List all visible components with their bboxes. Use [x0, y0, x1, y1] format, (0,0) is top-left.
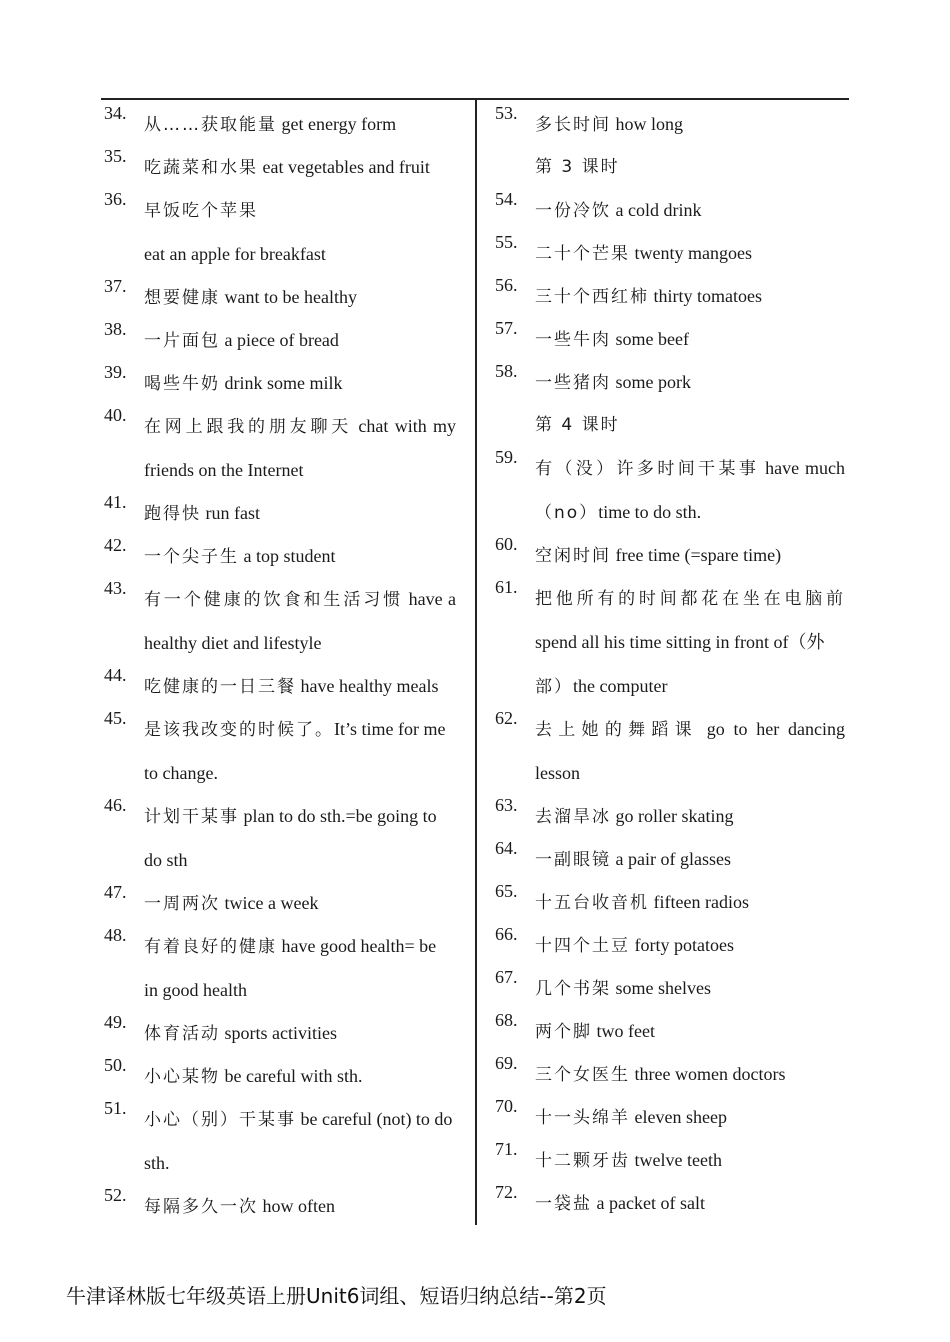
- english-text: be careful with sth.: [220, 1066, 363, 1086]
- chinese-text: 喝些牛奶: [144, 374, 220, 394]
- vocab-entry: [495, 1096, 845, 1139]
- entry-line: [495, 1053, 845, 1096]
- entry-line: [104, 146, 456, 189]
- english-text: a pair of glasses: [611, 849, 731, 869]
- chinese-text: 每隔多久一次: [144, 1197, 258, 1217]
- english-text: go to her dancing: [697, 719, 845, 739]
- vocab-entry: [495, 275, 845, 318]
- entry-line: [104, 925, 456, 968]
- entry-line: [104, 1141, 456, 1185]
- english-text: get energy form: [277, 114, 397, 134]
- entry-number: 39.: [104, 362, 127, 382]
- chinese-text: 十四个土豆: [535, 936, 630, 956]
- vocab-entry: [495, 318, 845, 361]
- entry-line: [495, 1096, 845, 1139]
- vocab-entry: [104, 1055, 456, 1098]
- entry-line: [104, 1012, 456, 1055]
- entry-line: [104, 838, 456, 882]
- entry-number: 37.: [104, 276, 127, 296]
- vocab-entry: [495, 577, 845, 708]
- entry-line: [104, 362, 456, 405]
- page-footer: 牛津译林版七年级英语上册Unit6词组、短语归纳总结--第2页: [66, 1284, 607, 1308]
- entry-line: [495, 751, 845, 795]
- entry-number: 34.: [104, 103, 127, 123]
- entry-number: 72.: [495, 1182, 518, 1202]
- chinese-text: 一些猪肉: [535, 373, 611, 393]
- chinese-text: （no）: [535, 503, 599, 523]
- english-text: be careful (not) to do: [296, 1109, 453, 1129]
- chinese-text: 一份冷饮: [535, 201, 611, 221]
- entry-line: [104, 968, 456, 1012]
- entry-number: 56.: [495, 275, 518, 295]
- entry-line: [495, 275, 845, 318]
- chinese-text: 空闲时间: [535, 546, 611, 566]
- vocab-entry: [495, 1053, 845, 1096]
- entry-line: [104, 795, 456, 838]
- english-text: drink some milk: [220, 373, 343, 393]
- chinese-text: 小心某物: [144, 1067, 220, 1087]
- chinese-text: 一周两次: [144, 894, 220, 914]
- entry-line: [495, 1010, 845, 1053]
- chinese-text: 一个尖子生: [144, 547, 239, 567]
- chinese-text: 三十个西红柿: [535, 287, 649, 307]
- entry-number: 48.: [104, 925, 127, 945]
- left-column: [104, 103, 456, 1228]
- vocab-entry: [495, 103, 845, 146]
- vocab-entry: [104, 882, 456, 925]
- english-text: eat vegetables and fruit: [258, 157, 430, 177]
- entry-line: [495, 318, 845, 361]
- entry-number: 54.: [495, 189, 518, 209]
- entry-line: [104, 103, 456, 146]
- vocab-entry: [495, 534, 845, 577]
- english-text: free time (=spare time): [611, 545, 782, 565]
- chinese-text: 多长时间: [535, 115, 611, 135]
- entry-line: [104, 232, 456, 276]
- entry-number: 35.: [104, 146, 127, 166]
- entry-line: [104, 882, 456, 925]
- entry-number: 51.: [104, 1098, 127, 1118]
- english-text: want to be healthy: [220, 287, 357, 307]
- entry-line: [495, 967, 845, 1010]
- entry-line: [495, 103, 845, 146]
- english-text: have much: [759, 458, 845, 478]
- entry-line: [495, 534, 845, 577]
- english-text: a cold drink: [611, 200, 702, 220]
- entry-line: [104, 535, 456, 578]
- entry-number: 62.: [495, 708, 518, 728]
- entry-line: [495, 881, 845, 924]
- entry-line: [495, 664, 845, 708]
- entry-line: [104, 1055, 456, 1098]
- vocab-entry: [104, 362, 456, 405]
- entry-line: [104, 1185, 456, 1228]
- english-text: sth.: [144, 1153, 170, 1173]
- vocab-entry: [495, 924, 845, 967]
- entry-number: 41.: [104, 492, 127, 512]
- english-text: some beef: [611, 329, 689, 349]
- english-text: forty potatoes: [630, 935, 734, 955]
- vocab-entry: [495, 1010, 845, 1053]
- entry-number: 45.: [104, 708, 127, 728]
- entry-number: 70.: [495, 1096, 518, 1116]
- entry-number: 40.: [104, 405, 127, 425]
- entry-number: 65.: [495, 881, 518, 901]
- chinese-text: 计划干某事: [144, 807, 239, 827]
- entry-line: [104, 621, 456, 665]
- english-text: friends on the Internet: [144, 460, 304, 480]
- entry-line: [104, 1098, 456, 1141]
- entry-line: [495, 189, 845, 232]
- chinese-text: 把他所有的时间都花在坐在电脑前: [535, 589, 845, 609]
- lesson-heading: 第 3 课时: [535, 157, 620, 177]
- vocab-entry: [495, 447, 845, 534]
- entry-number: 69.: [495, 1053, 518, 1073]
- entry-number: 38.: [104, 319, 127, 339]
- english-text: in good health: [144, 980, 247, 1000]
- chinese-text: 部）: [535, 677, 573, 697]
- entry-line: [495, 447, 845, 490]
- lesson-heading: 第 4 课时: [535, 415, 620, 435]
- entry-line: [495, 838, 845, 881]
- english-text: three women doctors: [630, 1064, 786, 1084]
- english-text: some shelves: [611, 978, 711, 998]
- chinese-text: 两个脚: [535, 1022, 592, 1042]
- english-text: have a: [403, 589, 456, 609]
- vocab-entry: [495, 795, 845, 838]
- entry-number: 58.: [495, 361, 518, 381]
- vocab-entry: [495, 189, 845, 232]
- english-text: lesson: [535, 763, 580, 783]
- chinese-text: 一副眼镜: [535, 850, 611, 870]
- entry-number: 50.: [104, 1055, 127, 1075]
- vocab-entry: [495, 1139, 845, 1182]
- entry-number: 47.: [104, 882, 127, 902]
- entry-line: [104, 319, 456, 362]
- entry-number: 64.: [495, 838, 518, 858]
- entry-number: 55.: [495, 232, 518, 252]
- chinese-text: 在网上跟我的朋友聊天: [144, 417, 353, 437]
- english-text: how often: [258, 1196, 335, 1216]
- english-text: spend all his time sitting in front of（外: [535, 632, 825, 652]
- english-text: have healthy meals: [296, 676, 439, 696]
- chinese-text: 一片面包: [144, 331, 220, 351]
- vocab-entry: [104, 1012, 456, 1055]
- entry-number: 66.: [495, 924, 518, 944]
- entry-line: [495, 708, 845, 751]
- vocab-entry: [104, 925, 456, 1012]
- entry-line: [104, 276, 456, 319]
- chinese-text: 几个书架: [535, 979, 611, 999]
- chinese-text: 十一头绵羊: [535, 1108, 630, 1128]
- english-text: twice a week: [220, 893, 319, 913]
- chinese-text: 早饭吃个苹果: [144, 201, 258, 221]
- entry-number: 67.: [495, 967, 518, 987]
- chinese-text: 一袋盐: [535, 1194, 592, 1214]
- entry-line: [495, 361, 845, 404]
- entry-number: 52.: [104, 1185, 127, 1205]
- vocab-entry: [495, 967, 845, 1010]
- entry-number: 46.: [104, 795, 127, 815]
- english-text: do sth: [144, 850, 188, 870]
- entry-line: [495, 1139, 845, 1182]
- entry-line: [104, 578, 456, 621]
- english-text: eleven sheep: [630, 1107, 727, 1127]
- english-text: have good health= be: [277, 936, 437, 956]
- entry-line: [104, 448, 456, 492]
- english-text: a top student: [239, 546, 336, 566]
- entry-number: 49.: [104, 1012, 127, 1032]
- chinese-text: 想要健康: [144, 288, 220, 308]
- vocab-entry: [495, 708, 845, 795]
- vocab-entry: [104, 146, 456, 189]
- english-text: some pork: [611, 372, 691, 392]
- english-text: healthy diet and lifestyle: [144, 633, 322, 653]
- chinese-text: 有（没）许多时间干某事: [535, 459, 760, 479]
- chinese-text: 跑得快: [144, 504, 201, 524]
- chinese-text: 体育活动: [144, 1024, 220, 1044]
- entry-line: [495, 490, 845, 534]
- vocab-entry: [104, 189, 456, 276]
- english-text: twelve teeth: [630, 1150, 722, 1170]
- entry-number: 44.: [104, 665, 127, 685]
- entry-number: 53.: [495, 103, 518, 123]
- entry-line: [495, 924, 845, 967]
- english-text: eat an apple for breakfast: [144, 244, 326, 264]
- vocab-entry: [104, 276, 456, 319]
- entry-line: [495, 577, 845, 620]
- vocab-entry: [104, 1185, 456, 1228]
- english-text: time to do sth.: [598, 502, 702, 522]
- vocab-entry: [495, 361, 845, 404]
- right-column: [495, 103, 845, 1225]
- chinese-text: 三个女医生: [535, 1065, 630, 1085]
- chinese-text: 有着良好的健康: [144, 937, 277, 957]
- vocab-entry: [104, 578, 456, 665]
- chinese-text: 从……获取能量: [144, 115, 277, 135]
- entry-line: [495, 795, 845, 838]
- entry-number: 57.: [495, 318, 518, 338]
- vocab-entry: [104, 795, 456, 882]
- vocab-entry: [104, 492, 456, 535]
- entry-line: [104, 708, 456, 751]
- entry-number: 63.: [495, 795, 518, 815]
- english-text: two feet: [592, 1021, 655, 1041]
- entry-line: [495, 620, 845, 664]
- vocab-entry: [104, 665, 456, 708]
- english-text: chat with my: [352, 416, 456, 436]
- vocab-entry: [495, 1182, 845, 1225]
- vocab-entry: [104, 708, 456, 795]
- chinese-text: 吃蔬菜和水果: [144, 158, 258, 178]
- english-text: a piece of bread: [220, 330, 339, 350]
- vocab-entry: [495, 838, 845, 881]
- entry-number: 59.: [495, 447, 518, 467]
- entry-number: 68.: [495, 1010, 518, 1030]
- english-text: sports activities: [220, 1023, 337, 1043]
- chinese-text: 一些牛肉: [535, 330, 611, 350]
- vocab-entry: [104, 535, 456, 578]
- english-text: go roller skating: [611, 806, 734, 826]
- english-text: the computer: [573, 676, 668, 696]
- chinese-text: 去上她的舞蹈课: [535, 720, 698, 740]
- english-text: run fast: [201, 503, 260, 523]
- entry-line: [104, 751, 456, 795]
- entry-line: [495, 232, 845, 275]
- vocab-entry: [495, 881, 845, 924]
- entry-number: 60.: [495, 534, 518, 554]
- entry-line: [104, 405, 456, 448]
- vocab-entry: [495, 232, 845, 275]
- vocab-entry: [104, 319, 456, 362]
- english-text: twenty mangoes: [630, 243, 752, 263]
- english-text: how long: [611, 114, 683, 134]
- entry-line: [104, 665, 456, 708]
- column-divider: [475, 100, 477, 1225]
- chinese-text: 十二颗牙齿: [535, 1151, 630, 1171]
- english-text: fifteen radios: [649, 892, 749, 912]
- english-text: to change.: [144, 763, 218, 783]
- chinese-text: 有一个健康的饮食和生活习惯: [144, 590, 404, 610]
- entry-line: [104, 189, 456, 232]
- chinese-text: 是该我改变的时候了。: [144, 720, 334, 740]
- entry-number: 36.: [104, 189, 127, 209]
- chinese-text: 二十个芒果: [535, 244, 630, 264]
- entry-number: 71.: [495, 1139, 518, 1159]
- entry-line: [104, 492, 456, 535]
- english-text: a packet of salt: [592, 1193, 705, 1213]
- chinese-text: 小心（别）干某事: [144, 1110, 296, 1130]
- english-text: It’s time for me: [334, 719, 446, 739]
- chinese-text: 十五台收音机: [535, 893, 649, 913]
- entry-number: 61.: [495, 577, 518, 597]
- entry-number: 42.: [104, 535, 127, 555]
- vocab-entry: [104, 1098, 456, 1185]
- chinese-text: 吃健康的一日三餐: [144, 677, 296, 697]
- english-text: plan to do sth.=be going to: [239, 806, 437, 826]
- chinese-text: 去溜旱冰: [535, 807, 611, 827]
- vocab-entry: [104, 405, 456, 492]
- vocab-entry: [104, 103, 456, 146]
- entry-number: 43.: [104, 578, 127, 598]
- english-text: thirty tomatoes: [649, 286, 762, 306]
- entry-line: [495, 1182, 845, 1225]
